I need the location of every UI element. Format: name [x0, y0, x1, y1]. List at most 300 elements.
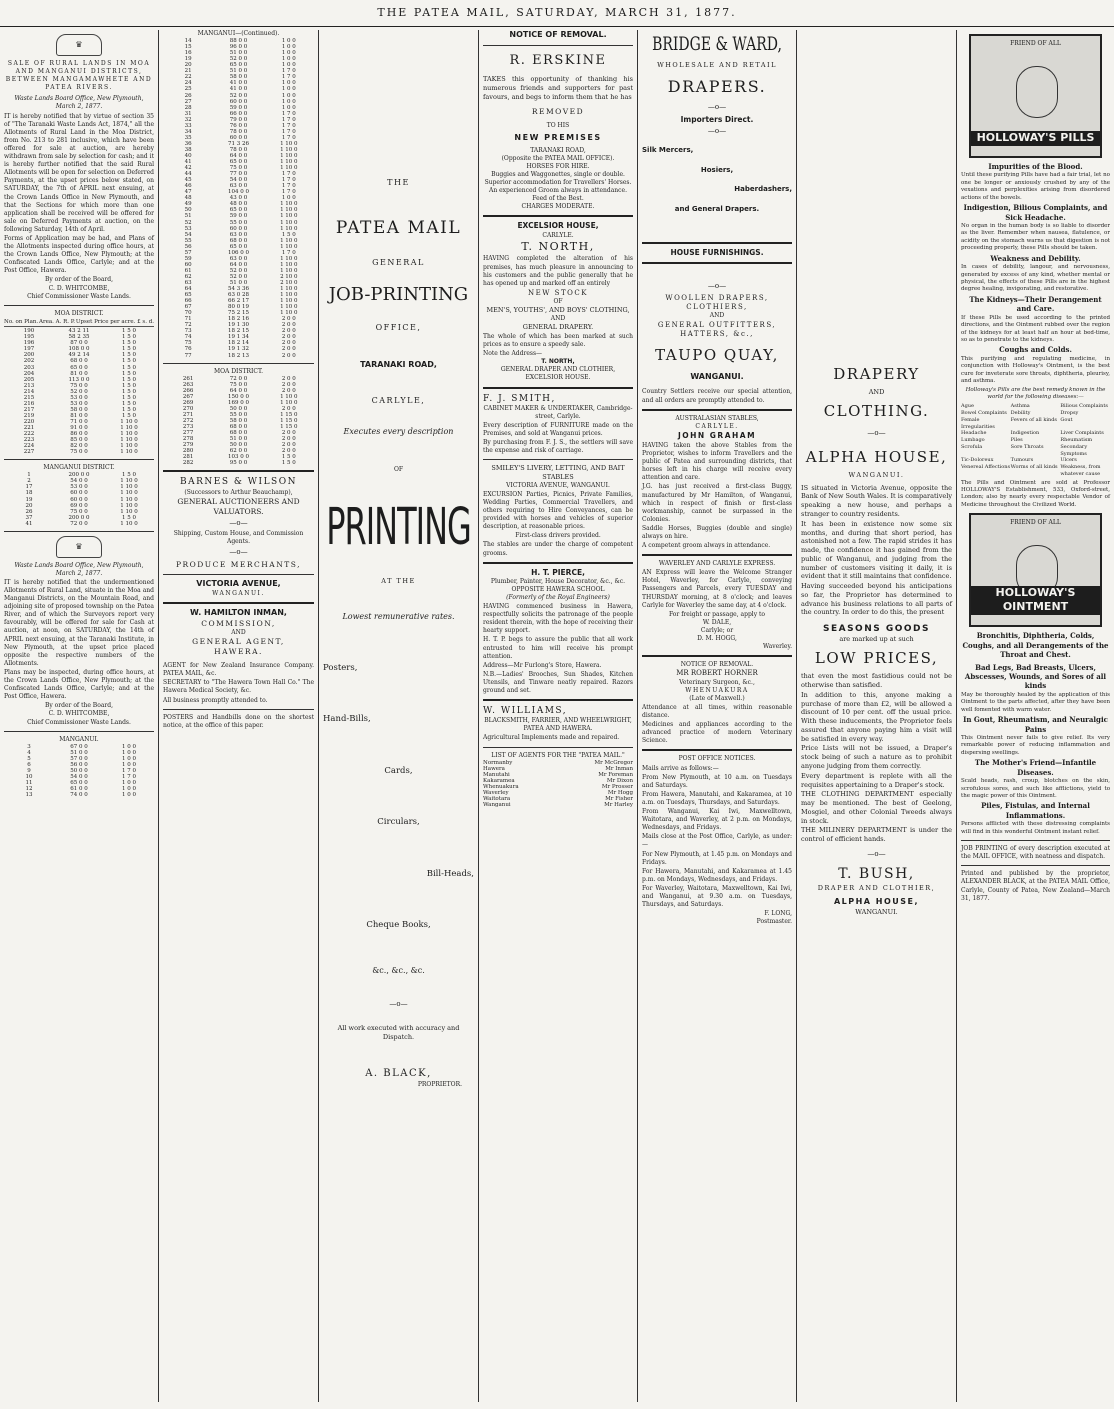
- table-cell: 2 0 0: [281, 316, 296, 323]
- inman-heading: W. HAMILTON INMAN,: [190, 607, 287, 617]
- table-cell: 1 5 0: [122, 412, 136, 419]
- h-indigestion: Indigestion, Bilious Complaints, and Sick Headache.: [963, 203, 1108, 222]
- table-cell: 1 0 0: [122, 761, 136, 768]
- table-cell: 88 0 0: [229, 38, 248, 45]
- table-cell: 82 0 0: [70, 443, 88, 450]
- table-cell: 1 10 0: [280, 399, 298, 406]
- table-cell: 41: [25, 520, 33, 527]
- table-cell: 75 0 0: [229, 165, 248, 172]
- table-cell: 67: [184, 304, 192, 311]
- pierce-address: Address—Mr Furlong's Store, Hawera.: [483, 661, 602, 669]
- north-name-2: T. NORTH,: [541, 358, 575, 366]
- table-cell: 1 5 0: [122, 352, 136, 359]
- excelsior-carlyle: CARLYLE.: [542, 231, 574, 239]
- table-row: [4, 449, 154, 455]
- table-cell: 1 0 0: [281, 98, 296, 105]
- post-5: For New Plymouth, at 1.45 p.m. on Mondays and Fridays.: [642, 850, 792, 866]
- table-cell: 1 5 0: [122, 346, 136, 353]
- table-row: [4, 521, 154, 527]
- removed: REMOVED: [531, 106, 585, 116]
- groom: An experienced Groom always in attendance.: [489, 187, 627, 195]
- table-cell: 221: [23, 424, 35, 431]
- table-cell: 64 0 0: [229, 152, 248, 159]
- table-cell: 65 0 0: [229, 207, 248, 214]
- table-cell: 1 0 0: [281, 86, 296, 93]
- table-cell: 1 5 0: [122, 400, 136, 407]
- ad-proprietor-name: A. BLACK,: [365, 1068, 432, 1080]
- signer-title: Chief Commissioner Waste Lands.: [27, 292, 131, 300]
- erskine-name: R. ERSKINE: [509, 52, 607, 68]
- table-cell: 2 0 0: [281, 430, 296, 437]
- table-cell: 60 0 0: [229, 225, 248, 232]
- table-cell: 1 7 0: [281, 110, 296, 117]
- table-cell: 54 0 0: [229, 177, 248, 184]
- table-cell: 58 0 0: [229, 74, 248, 81]
- col5-and: AND: [709, 312, 725, 320]
- table-cell: 71 0 0: [70, 418, 88, 425]
- table-cell: 200 0 0: [68, 514, 90, 521]
- table-cell: 19: [184, 56, 192, 63]
- table-cell: 71: [184, 316, 192, 323]
- table-cell: 59 0 0: [229, 104, 248, 111]
- table-cell: 203: [23, 364, 35, 371]
- disease-item: Headache: [961, 430, 987, 437]
- table-cell: 1 7 0: [122, 773, 136, 780]
- table-cell: 1 10 0: [280, 304, 298, 311]
- table-cell: 40: [184, 152, 192, 159]
- agent-cell: Waitotara: [483, 795, 511, 802]
- seasons-goods: SEASONS GOODS: [822, 624, 931, 635]
- north-body: HAVING completed the alteration of his premises, has much pleasure in announcing to his customers and the public generally that he has opened up and marked off an entirely: [483, 255, 633, 287]
- imprint: Printed and published by the proprietor, ALEXANDER BLACK, at the PATEA MAIL Office, Carlyle, County of Patea, New Zealand—March 31, 1877.: [961, 870, 1110, 902]
- board-office: Waste Lands Board Office, New Plymouth, March 2, 1877.: [14, 95, 144, 111]
- print-item: Bill-Heads,: [426, 868, 474, 879]
- table-cell: 1 7 0: [281, 134, 296, 141]
- wanganui: WANGANUI.: [212, 589, 265, 597]
- table-cell: 1 7 0: [281, 74, 296, 81]
- dale-town: Carlyle; or: [700, 626, 734, 634]
- alpha-body-1: IS situated in Victoria Avenue, opposite the Bank of New South Wales. It is comparatively speaking a new house, and perhaps a stranger to country residents.: [801, 483, 952, 519]
- table-cell: 1 5 0: [122, 334, 136, 341]
- pierce-name: H. T. PIERCE,: [531, 567, 585, 577]
- table-cell: 51 0 0: [229, 279, 248, 286]
- table-cell: 1 0 0: [122, 755, 136, 762]
- table-cell: 61 0 0: [70, 786, 88, 793]
- table-cell: 2 0 0: [281, 375, 296, 382]
- low-prices: LOW PRICES,: [814, 649, 939, 668]
- table-cell: 77: [184, 352, 192, 359]
- table-cell: 2 0 0: [281, 405, 296, 412]
- table-cell: 9: [27, 767, 31, 774]
- table-cell: 66 0 0: [229, 110, 248, 117]
- agent-cell: Mr Dixon: [606, 777, 633, 784]
- t-kidneys: If these Pills be used according to the printed directions, and the Ointment rubbed over the region of the kidneys for at least half an hour at bed-time, so as to penetrate to the kidneys.: [961, 314, 1110, 343]
- table-cell: 1 0 0: [281, 92, 296, 99]
- superior: Superior accommodation for Travellers' Horses.: [484, 179, 632, 187]
- table-cell: 20: [25, 502, 33, 509]
- table-cell: 280: [182, 448, 194, 455]
- horner-body-2: Medicines and appliances according to the advanced practice of modern Veterinary Science.: [642, 721, 792, 745]
- postmaster-title: Postmaster.: [756, 918, 792, 926]
- saddle-horses: Saddle Horses, Buggies (double and single) always on hire.: [642, 524, 792, 540]
- forms-note: Forms of Application may be had, and Plans of the Allotments inspected during office hours, at the Crown Lands Office, New Plymouth; at the Confiscated Lands Office, Carlyle; and at the Post Office, Hawera.: [4, 234, 154, 275]
- table-cell: 103 0 0: [227, 454, 249, 461]
- table-cell: 65: [184, 292, 192, 299]
- ad-all-work: All work executed with accuracy and Dispatch.: [337, 1023, 460, 1041]
- order-line: By order of the Board,: [44, 702, 114, 710]
- table-cell: 63 0 0: [229, 255, 248, 262]
- agent-cell: Waverley: [483, 789, 509, 796]
- bridge-ward: BRIDGE & WARD,: [652, 34, 782, 56]
- smith-sub: CABINET MAKER & UNDERTAKER, Cambridge-street, Carlyle.: [483, 404, 633, 420]
- table-cell: 53 0 0: [70, 394, 88, 401]
- feed: Feed of the Best.: [532, 195, 584, 203]
- table-cell: 1 0 0: [281, 104, 296, 111]
- table-cell: 1 7 0: [281, 177, 296, 184]
- table-cell: 58 0 0: [229, 418, 248, 424]
- table-cell: 58 2 35: [68, 334, 90, 341]
- table-cell: 1 10 0: [120, 520, 138, 527]
- table-cell: 108 0 0: [68, 346, 90, 353]
- table-cell: 1 10 0: [280, 310, 298, 317]
- table-cell: 56 0 0: [70, 761, 88, 768]
- table-cell: 1 10 0: [280, 255, 298, 262]
- h-kidneys: The Kidneys—Their Derangement and Care.: [969, 294, 1102, 314]
- disease-item: Piles: [1010, 437, 1023, 444]
- ad-the: THE: [387, 178, 410, 187]
- column-7: [957, 30, 1114, 1400]
- table-cell: 1 15 0: [280, 411, 298, 418]
- table-cell: 202: [23, 358, 35, 365]
- plans-note: Plans may be inspected, during office hours, at the Crown Lands Office, New Plymouth; at the Confiscated Lands Office, Carlyle; and at the Post Office, Hawera.: [4, 668, 154, 701]
- table-cell: 1 10 0: [120, 424, 138, 431]
- table-cell: 76 0 0: [229, 122, 248, 129]
- col-price: Upset Price per acre. £ s. d.: [75, 318, 154, 325]
- post-1: From New Plymouth, at 10 a.m. on Tuesdays and Saturdays.: [642, 773, 792, 789]
- table-cell: 1 5 0: [122, 388, 136, 395]
- bush-wanganui: WANGANUI.: [855, 907, 898, 916]
- ad-executes: Executes every description: [343, 427, 454, 437]
- agent-cell: Mr Prosser: [601, 783, 633, 790]
- col-area: Area. A. R. P.: [38, 318, 76, 325]
- table-cell: 64 0 0: [229, 387, 248, 394]
- table-cell: 1 10 0: [280, 146, 298, 153]
- wholesale: WHOLESALE AND RETAIL: [657, 60, 777, 69]
- table-cell: 1 10 0: [120, 502, 138, 509]
- table-heading: MOA DISTRICT.: [213, 367, 264, 375]
- notice-of-removal: NOTICE OF REMOVAL.: [509, 30, 607, 39]
- table-cell: 50 0 0: [229, 442, 248, 449]
- col-no: No. on Plan.: [4, 318, 39, 325]
- disease-item: Indigestion: [1010, 430, 1040, 437]
- table-cell: 1 10 0: [280, 165, 298, 172]
- table-cell: 1 0 0: [281, 80, 296, 87]
- table-cell: 1: [27, 472, 31, 479]
- table-cell: 1 0 0: [281, 56, 296, 63]
- clothing-heading: CLOTHING.: [823, 402, 930, 421]
- agents-heading: LIST OF AGENTS FOR THE "PATEA MAIL.": [491, 751, 625, 759]
- table-cell: 65 0 0: [70, 779, 88, 786]
- table-cell: 1 10 0: [120, 496, 138, 503]
- drivers: First-class drivers provided.: [515, 532, 601, 540]
- haberdashers: Haberdashers,: [734, 185, 792, 194]
- table-cell: 65 0 0: [229, 243, 248, 250]
- pierce-sub: Plumber, Painter, House Decorator, &c., &c.: [490, 577, 626, 585]
- disease-item: Female Irregularities: [961, 416, 995, 430]
- table-cell: 2: [27, 478, 31, 485]
- post-office-notices: POST OFFICE NOTICES.: [678, 755, 756, 763]
- disease-item: Bilious Complaints: [1060, 403, 1108, 410]
- new-premises: NEW PREMISES: [514, 132, 602, 142]
- importers-direct: Importers Direct.: [680, 114, 754, 124]
- h-mothers-friend: The Mother's Friend—Infantile Diseases.: [974, 758, 1097, 777]
- buggies: Buggies and Waggonettes, single or double.: [491, 170, 625, 178]
- table-cell: 63 0 0: [229, 183, 248, 190]
- table-cell: 60 0 0: [70, 496, 88, 503]
- table-cell: 106 0 0: [227, 249, 249, 256]
- freight: For freight or passage, apply to: [668, 610, 766, 618]
- table-cell: 35: [184, 134, 192, 141]
- general-drapers: and General Drapers.: [674, 204, 760, 213]
- holloway-ointment-badge: [969, 513, 1102, 627]
- table-cell: 197: [23, 346, 35, 353]
- h-impurities: Impurities of the Blood.: [988, 162, 1083, 171]
- inman-all-business: All business promptly attended to.: [163, 696, 268, 704]
- barnes-wilson-heading: BARNES & WILSON: [180, 477, 297, 488]
- country-settlers: Country Settlers receive our special attention, and all orders are promptly attended to.: [642, 388, 792, 404]
- table-cell: 2 0 0: [281, 328, 296, 335]
- ointment-label: HOLLOWAY'S OINTMENT: [971, 586, 1100, 616]
- table-cell: 1 7 0: [281, 171, 296, 178]
- table-cell: 1 10 0: [280, 261, 298, 268]
- table-cell: 2 0 0: [281, 352, 296, 359]
- to-his: TO HIS: [546, 121, 570, 129]
- excursion-body: EXCURSION Parties, Picnics, Private Families, Wedding Parties, Commercial Travellers, and others requiring to Hire Conveyances, can be provided with horses and vehicles of superior description, at reasonable prices.: [483, 490, 633, 531]
- hogg-town: Waverley.: [762, 643, 792, 651]
- barnes-wilson-shipping: Shipping, Custom House, and Commission Agents.: [173, 530, 304, 546]
- table-cell: 1 10 0: [280, 243, 298, 250]
- t-weakness: In cases of debility, langour, and nervousness, generated by excess of any kind, whether mental or physical, the effects of these Pills are in the highest degree healing, invigorating, and restorative.: [961, 264, 1110, 293]
- h-weakness: Weakness and Debility.: [990, 253, 1081, 263]
- smiley-address: VICTORIA AVENUE, WANGANUI.: [506, 481, 610, 489]
- table-cell: 18 2 16: [227, 316, 249, 323]
- table-cell: 52: [184, 219, 192, 226]
- table-cell: 57 0 0: [70, 755, 88, 762]
- table-cell: 41: [184, 159, 192, 166]
- table-cell: 53: [184, 225, 192, 232]
- table-cell: 1 10 0: [280, 152, 298, 159]
- williams-sub: BLACKSMITH, FARRIER, AND WHEELWRIGHT,: [484, 717, 632, 725]
- hosiers: Hosiers,: [700, 165, 734, 174]
- disease-item: Venereal Affections: [961, 464, 1011, 471]
- t-mothers-friend: Scald heads, rash, croup, blotches on the skin, scrofulous sores, and such like afflictions, yield to the magic power of this Ointment.: [961, 778, 1110, 800]
- horner-late: (Late of Maxwell.): [689, 694, 745, 702]
- table-cell: 78 0 0: [229, 128, 248, 135]
- order-line: By order of the Board,: [44, 276, 114, 284]
- horses-for-hire: HORSES FOR HIRE.: [526, 162, 590, 170]
- land-sale-body: IT is hereby notified that by virtue of section 35 of "The Taranaki Waste Lands Act, 1874," all the Allotments of Rural Land in the Moa District, from No. 213 to 281 inclusive, which have been offered for sale at auction, are hereby withdrawn from sale by selection for cash; and it is hereby further notified that the said Rural Allotments will be open for selection on Deferred Payments, at the upset prices below stated, on SATURDAY, the 7th of APRIL next ensuing, at the Crown Lands Office in New Plymouth, and that the Sections for which more than one application shall be received will be offered for sale on Deferred Payments at auction, on the following Saturday, 14th of April.: [4, 112, 154, 233]
- marked-up: are marked up at such: [839, 635, 914, 644]
- pierce-body: HAVING commenced business in Hawera, respectfully solicits the patronage of the people resident therein, with the hope of receiving their hearty support.: [483, 603, 633, 635]
- table-cell: 281: [182, 454, 194, 461]
- disease-item: Debility: [1010, 410, 1031, 417]
- agent-row: [483, 802, 633, 808]
- table-cell: 1 5 0: [281, 231, 296, 238]
- table-cell: 2 0 0: [281, 340, 296, 347]
- disease-item: Scrofula: [961, 443, 983, 450]
- table-cell: 49: [184, 201, 192, 208]
- ad-at-the: AT THE: [381, 577, 416, 586]
- table-cell: 79 0 0: [229, 116, 248, 123]
- table-cell: 49 2 14: [68, 352, 90, 359]
- posters-note: POSTERS and Handbills done on the shortest notice, at the office of this paper.: [163, 713, 314, 729]
- table-cell: 36: [184, 140, 192, 147]
- h-piles: Piles, Fistulas, and Internal Inflammations.: [981, 801, 1090, 820]
- australasian-carlyle: CARLYLE.: [695, 422, 739, 430]
- column-6: DRAPERY AND CLOTHING. —o— ALPHA HOUSE, WANGANUI. IS situated in Victoria Avenue, opposite the Bank of New South Wales. It is comparatively speaking a new house, and perhaps a stranger to country residents. It has been in existence now some six months, and during that short period, has astonished not a few. The rapid strides it has made, the confidence it has gained from the public of Wanganui, and judging from the number of customers visiting it daily, it is evident that it still maintains that confidence. Having succeeded beyond his anticipations so far, the Proprietor has determined to advance his business relations to all parts of the country. In order to do this, the present SEASONS GOODS are marked up at such LOW PRICES, that even the most fastidious could not be otherwise than satisfied. In addition to this, anyone making a purchase of more than £2, will be allowed a discount of 10 per cent. off the usual price. With these inducements, the Proprietor feels assured that anyone paying him a visit will be satisfied in every way. Price Lists will not be issued, a Draper's stock being of such a nature as to prohibit anyone judging from them correctly. Every department is replete with all the requisites appertaining to a Draper's stock. THE CLOTHING DEPARTMENT especially may be mentioned. The best of Geelong, Mosgiel, and other Colonial Tweeds always in stock. THE MILINERY DEPARTMENT is under the control of efficient hands. —o— T. BUSH, DRAPER AND CLOTHIER, ALPHA HOUSE, WANGANUI.: [801, 365, 952, 916]
- table-cell: 1 7 0: [122, 767, 136, 774]
- table-cell: 57: [184, 249, 192, 256]
- list-heading: Holloway's Pills are the best remedy known in the world for the following diseases:—: [965, 386, 1106, 400]
- table-cell: 200: [23, 352, 35, 359]
- table-cell: 54: [184, 231, 192, 238]
- agent-cell: Manutahi: [483, 771, 510, 778]
- competent-groom: A competent groom always in attendance.: [642, 542, 771, 550]
- table-cell: 64: [184, 286, 192, 293]
- h-coughs: Coughs and Colds.: [999, 345, 1072, 355]
- land-sale-title: SALE OF RURAL LANDS IN MOA AND MANGANUI DISTRICTS, BETWEEN MANGAMAWHETE AND PATEA RIVERS.: [5, 60, 153, 92]
- table-cell: 77 0 0: [229, 171, 248, 178]
- signer-title: Chief Commissioner Waste Lands.: [27, 718, 131, 726]
- disease-item: Fevers of all kinds: [1010, 416, 1057, 423]
- table-cell: 14: [184, 38, 192, 45]
- table-cell: 169 0 0: [227, 399, 249, 406]
- table-cell: 75 0 0: [70, 382, 88, 389]
- table-cell: 1 15 0: [280, 418, 298, 424]
- table-cell: 213: [23, 382, 35, 389]
- table-cell: 1 10 0: [280, 225, 298, 232]
- table-cell: 65 0 0: [229, 159, 248, 166]
- table-cell: 52 0 0: [229, 92, 248, 99]
- table-cell: 31: [184, 110, 192, 117]
- disease-item: Tic-Doloreux: [961, 457, 994, 464]
- auction-body: IT is hereby notified that the undermentioned Allotments of Rural Land, situate in the Moa and Manganui Districts, on the Mountain Road, and adjoining site of proposed township on the Patea River, and of which the Surveyors report very favourably, will be offered for sale for Cash at auction, at noon, on SATURDAY, the 14th of APRIL next ensuing, at the Taranaki Institute, in New Plymouth, at the upset price placed opposite the respective numbers of the Allotments.: [4, 578, 154, 667]
- table-cell: 13: [25, 792, 33, 799]
- post-4: Mails close at the Post Office, Carlyle, as under:—: [642, 833, 792, 849]
- table-cell: 1 0 0: [122, 743, 136, 750]
- disease-item: Asthma: [1010, 403, 1030, 410]
- seal-icon: [1016, 66, 1058, 118]
- column-5: BRIDGE & WARD, WHOLESALE AND RETAIL DRAPERS. —o— Importers Direct. —o— Silk Mercers, Hosiers, Haberdashers, and General Drapers. HOUSE FURNISHINGS. —o— WOOLLEN DRAPERS, CLOTHIERS, AND GENERAL OUTFITTERS, HATTERS, &c., TAUPO QUAY, WANGANUI. Country Settlers receive our special attention, and all orders are promptly attended to. AUSTRALASIAN STABLES, CARLYLE. JOHN GRAHAM HAVING taken the above Stables from the Proprietor, wishes to inform Travellers and the public of Patea and surrounding districts, that horses left in his charge will receive every attention and care. J.G. has just received a first-class Buggy, manufactured by Mr Hamilton, of Wanganui, which in respect of finish or first-class workmanship, cannot be surpassed in the Colonies. Saddle Horses, Buggies (double and single) always on hire. A competent groom always in attendance. WAVERLEY AND CARLYLE EXPRESS. AN Express will leave the Welcome Stranger Hotel, Waverley, for Carlyle, conveying Passengers and Parcels, every TUESDAY and THURSDAY morning, at 8 o'clock; and leaves Carlyle for Waverley the same day, at 4 o'clock. For freight or passage, apply to W. DALE, Carlyle; or D. M. HOGG, Waverley. NOTICE OF REMOVAL. MR ROBERT HORNER Veterinary Surgeon, &c., WHENUAKURA (Late of Maxwell.) Attendance at all times, within reasonable distance. Medicines and appliances according to the advanced practice of modern Veterinary Science. POST OFFICE NOTICES. Mails arrive as follows:— From New Plymouth, at 10 a.m. on Tuesdays and Saturdays. From Hawera, Manutahi, and Kakaramea, at 10 a.m. on Tuesdays, Thursdays, and Saturdays. From Wanganui, Kai Iwi, Maxwelltown, Waitotara, and Waverley, at 2 p.m. on Mondays, Wednesdays, and Fridays. Mails close at the Post Office, Carlyle, as under:— For New Plymouth, at 1.45 p.m. on Mondays and Fridays. For Hawera, Manutahi, and Kakaramea at 1.45 p.m. on Mondays, Wednesdays, and Fridays. For Waverley, Waitotara, Maxwelltown, Kai Iwi, and Wanganui, at 9.30 a.m. on Tuesdays, Thursdays, and Saturdays. F. LONG, Postmaster.: [642, 34, 792, 926]
- table-cell: 2 0 0: [281, 322, 296, 329]
- table-cell: 47: [184, 189, 192, 196]
- inman-insurance: AGENT for New Zealand Insurance Company. PATEA MAIL, &c.: [163, 662, 314, 678]
- table-cell: 1 10 0: [280, 140, 298, 147]
- table-cell: 76: [184, 346, 192, 353]
- table-cell: 91 0 0: [70, 424, 88, 431]
- whole-stock: The whole of which has been marked at such prices as to ensure a speedy sale.: [483, 333, 633, 349]
- table-cell: 68 0 0: [229, 430, 248, 437]
- holloway-pills-badge: [969, 34, 1102, 158]
- table-cell: 96 0 0: [229, 44, 248, 51]
- smith-name: F. J. SMITH,: [483, 393, 556, 404]
- print-item: Circulars,: [377, 817, 420, 828]
- smith-body: Every description of FURNITURE made on the Premises, and sold at Wanganui prices.: [483, 421, 633, 437]
- disease-item: Secondary Symptoms: [1060, 443, 1088, 457]
- table-cell: 50: [184, 207, 192, 214]
- table-cell: 60: [184, 261, 192, 268]
- victoria-avenue: VICTORIA AVENUE,: [196, 579, 281, 589]
- table-cell: 51 0 0: [70, 749, 88, 756]
- masthead: THE PATEA MAIL, SATURDAY, MARCH 31, 1877.: [0, 6, 1114, 27]
- table-cell: 1 10 0: [280, 159, 298, 166]
- table-cell: 6: [27, 761, 31, 768]
- table-cell: 282: [182, 460, 194, 467]
- table-cell: 46: [184, 183, 192, 190]
- table-cell: 150 0 0: [227, 393, 249, 400]
- table-cell: 1 10 0: [120, 418, 138, 425]
- table-cell: 59: [184, 255, 192, 262]
- table-cell: 1 10 0: [280, 286, 298, 293]
- table-cell: 1 10 0: [280, 237, 298, 244]
- table-cell: 217: [23, 406, 35, 413]
- table-cell: 28: [184, 104, 192, 111]
- table-cell: 63: [184, 279, 192, 286]
- badge-top: FRIEND OF ALL: [1010, 40, 1061, 47]
- table-cell: 1 5 0: [122, 376, 136, 383]
- disease-item: Gout: [1060, 416, 1073, 423]
- north-and: AND: [550, 315, 566, 323]
- table-cell: 25: [184, 86, 192, 93]
- table-cell: 87 0 0: [70, 340, 88, 347]
- table-cell: 26: [25, 508, 33, 515]
- table-cell: 1 5 0: [281, 454, 296, 461]
- barnes-wilson-sub: (Successors to Arthur Beauchamp),: [184, 488, 293, 496]
- table-cell: 10: [25, 773, 33, 780]
- table-cell: 1 10 0: [280, 393, 298, 400]
- royal-crest-icon: ♛: [56, 34, 102, 56]
- table-cell: 67 0 0: [70, 743, 88, 750]
- graham-body-2: J.G. has just received a first-class Buggy, manufactured by Mr Hamilton, of Wanganui, which in respect of finish or first-class workmanship, cannot be surpassed in the Colonies.: [642, 483, 792, 523]
- table-cell: 1 10 0: [280, 201, 298, 208]
- table-cell: 55 0 0: [229, 411, 248, 418]
- hogg: D. M. HOGG,: [697, 635, 737, 643]
- table-cell: 215: [23, 394, 35, 401]
- table-cell: 113 0 0: [68, 376, 90, 383]
- table-cell: 266: [182, 387, 194, 394]
- table-cell: 54 0 0: [70, 478, 88, 485]
- table-cell: 19: [25, 496, 33, 503]
- h-bronchitis: Bronchitis, Diphtheria, Colds, Coughs, and all Derangements of the Throat and Chest.: [962, 631, 1109, 660]
- table-cell: 72 0 0: [229, 375, 248, 382]
- north-of: OF: [553, 298, 563, 306]
- table-cell: 75 2 15: [227, 310, 249, 317]
- job-printing-note: JOB PRINTING of every description executed at the MAIL OFFICE, with neatness and dispatch.: [961, 845, 1110, 861]
- table-cell: 62 0 0: [229, 448, 248, 455]
- john-graham: JOHN GRAHAM: [677, 430, 757, 440]
- table-cell: 75: [184, 340, 192, 347]
- table-cell: 22: [184, 74, 192, 81]
- table-cell: 19 1 34: [227, 334, 249, 341]
- disease-item: Ulcers: [1060, 457, 1077, 464]
- woollen-drapers: WOOLLEN DRAPERS,: [665, 293, 769, 302]
- table-cell: 43 2 11: [68, 328, 90, 335]
- table-cell: 58 0 0: [70, 406, 88, 413]
- table-cell: 1 5 0: [122, 406, 136, 413]
- table-cell: 60 0 0: [229, 134, 248, 141]
- table-cell: 1 10 0: [120, 437, 138, 444]
- table-cell: 19 1 30: [227, 322, 249, 329]
